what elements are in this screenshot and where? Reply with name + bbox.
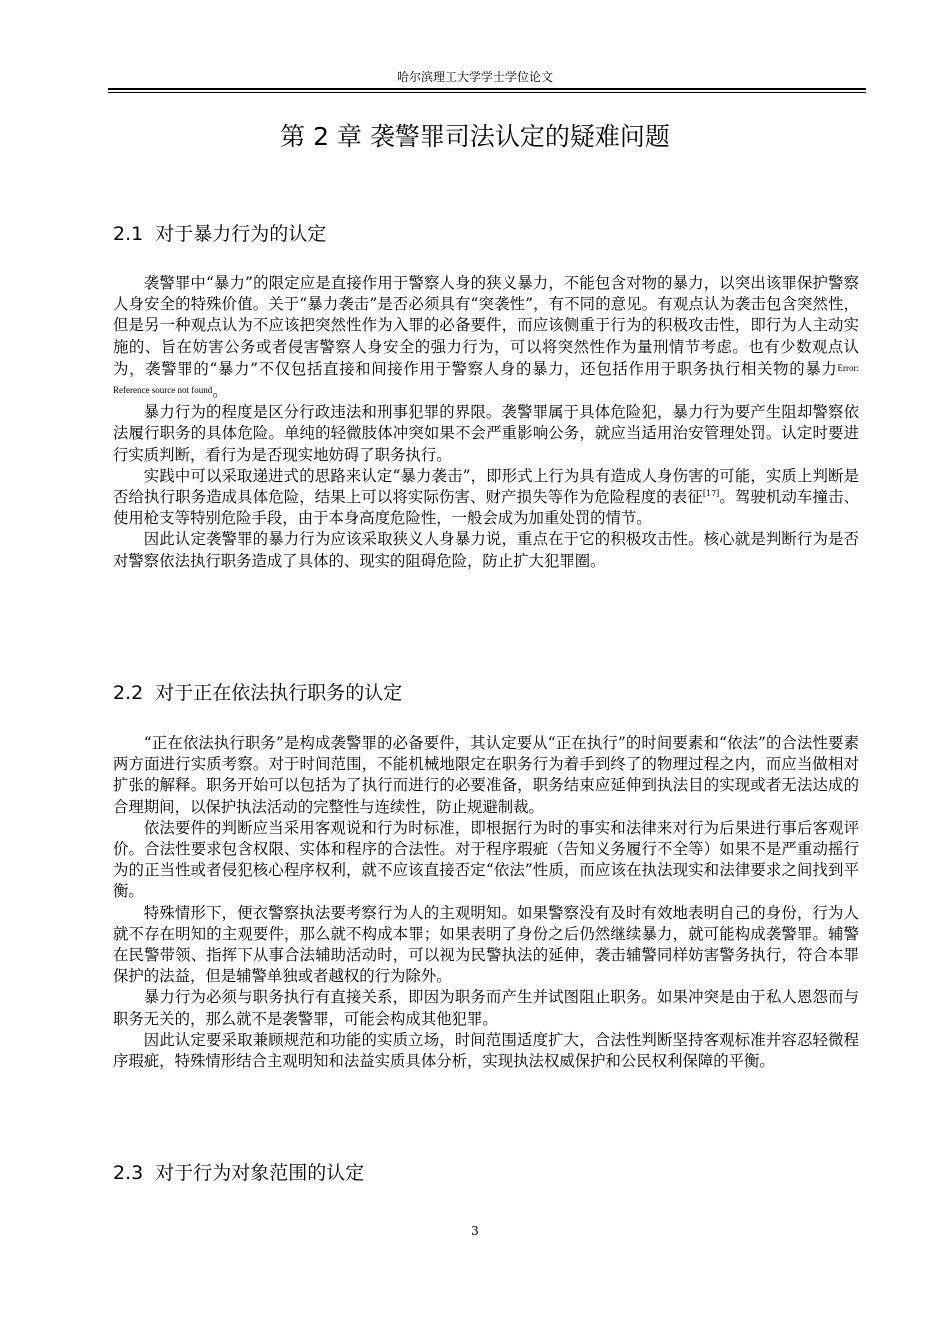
paragraph: 特殊情形下，便衣警察执法要考察行为人的主观明知。如果警察没有及时有效地表明自己的身份，行为人就不存在明知的主观要件，那么就不构成本罪；如果表明了身份之后仍然继续暴力，就可能构成袭警罪。辅警在民警带领、指挥下从事合法辅助活动时，可以视为民警执法的延伸，袭击辅警同样妨害警务执行，符合本罪保护的法益，但是辅警单独或者越权的行为除外。	[113, 903, 859, 986]
header-rule-thin	[108, 92, 866, 93]
paragraph: 依法要件的判断应当采用客观说和行为时标准，即根据行为时的事实和法律来对行为后果进行事后客观评价。合法性要求包含权限、实体和程序的合法性。对于程序瑕疵（告知义务履行不全等）如果不是严重动摇行为的正当性或者侵犯核心程序权利，就不应该直接否定“依法”性质，而应该在执法现实和法律要求之间找到平衡。	[113, 818, 859, 901]
header-rule-thick	[108, 88, 866, 90]
citation-ref: [17]	[702, 489, 720, 499]
section-title: 对于行为对象范围的认定	[155, 1162, 365, 1184]
section-heading-2-2	[113, 679, 402, 707]
section-body-2-2	[113, 733, 859, 1072]
paragraph: 因此认定袭警罪的暴力行为应该采取狭义人身暴力说，重点在于它的积极攻击性。核心就是判断行为是否对警察依法执行职务造成了具体的、现实的阻碍危险，防止扩大犯罪圈。	[113, 530, 859, 570]
paragraph-text: 。	[212, 382, 228, 401]
reference-error-note: Error: Reference source not found	[113, 362, 859, 396]
section-number: 2.1	[113, 223, 144, 245]
paragraph-text: 。驾驶机动车撞击、使用枪支等特别危险手段，由于本身高度危险性，一般会成为加重处罚的情节。	[113, 488, 859, 528]
chapter-title: 第 2 章 袭警罪司法认定的疑难问题	[280, 122, 670, 151]
section-body-2-1	[113, 273, 859, 572]
paragraph-text: 袭警罪中“暴力”的限定应是直接作用于警察人身的狭义暴力，不能包含对物的暴力，以突出该罪保护警察人身安全的特殊价值。关于“暴力袭击”是否必须具有“突袭性”，有不同的意见。有观点认为袭击包含突然性，但是另一种观点认为不应该把突然性作为入罪的必备要件，而应该侧重于行为的积极攻击性，即行为人主动实施的、旨在妨害公务或者侵害警察人身安全的强力行为，可以将突然性作为量刑情节考虑。也有少数观点认为，袭警罪的“暴力”不仅包括直接和间接作用于警察人身的暴力，还包括作用于职务执行相关物的暴力	[113, 274, 859, 378]
paragraph	[113, 466, 859, 530]
section-title: 对于暴力行为的认定	[155, 223, 327, 245]
section-number: 2.3	[113, 1162, 144, 1184]
running-header: 哈尔滨理工大学学士学位论文	[396, 70, 553, 84]
section-title: 对于正在依法执行职务的认定	[155, 682, 403, 704]
paragraph: 暴力行为必须与职务执行有直接关系，即因为职务而产生并试图阻止职务。如果冲突是由于私人恩怨而与职务无关的，那么就不是袭警罪，可能会构成其他犯罪。	[113, 988, 859, 1028]
section-heading-2-1	[113, 220, 326, 248]
page-number: 3	[471, 1224, 479, 1238]
section-heading-2-3	[113, 1159, 364, 1187]
paragraph: 因此认定要采取兼顾规范和功能的实质立场，时间范围适度扩大，合法性判断坚持客观标准并容忍轻微程序瑕疵，特殊情形结合主观明知和法益实质具体分析，实现执法权威保护和公民权利保障的平衡。	[113, 1030, 859, 1071]
paragraph	[113, 273, 859, 402]
paragraph: “正在依法执行职务”是构成袭警罪的必备要件，其认定要从“正在执行”的时间要素和“依法”的合法性要素两方面进行实质考察。对于时间范围，不能机械地限定在职务行为着手到终了的物理过程之内，而应当做相对扩张的解释。职务开始可以包括为了执行而进行的必要准备，职务结束应延伸到执法目的实现或者无法达成的合理期间，以保护执法活动的完整性与连续性，防止规避制裁。	[113, 734, 859, 816]
section-number: 2.2	[113, 682, 144, 704]
paragraph: 暴力行为的程度是区分行政违法和刑事犯罪的界限。袭警罪属于具体危险犯，暴力行为要产生阻却警察依法履行职务的具体危险。单纯的轻微肢体冲突如果不会严重影响公务，就应当适用治安管理处罚。认定时要进行实质判断，看行为是否现实地妨碍了职务执行。	[113, 403, 859, 464]
paragraph-text: 实践中可以采取递进式的思路来认定“暴力袭击”，即形式上行为具有造成人身伤害的可能，实质上判断是否给执行职务造成具体危险，结果上可以将实际伤害、财产损失等作为危险程度的表征	[113, 466, 859, 507]
